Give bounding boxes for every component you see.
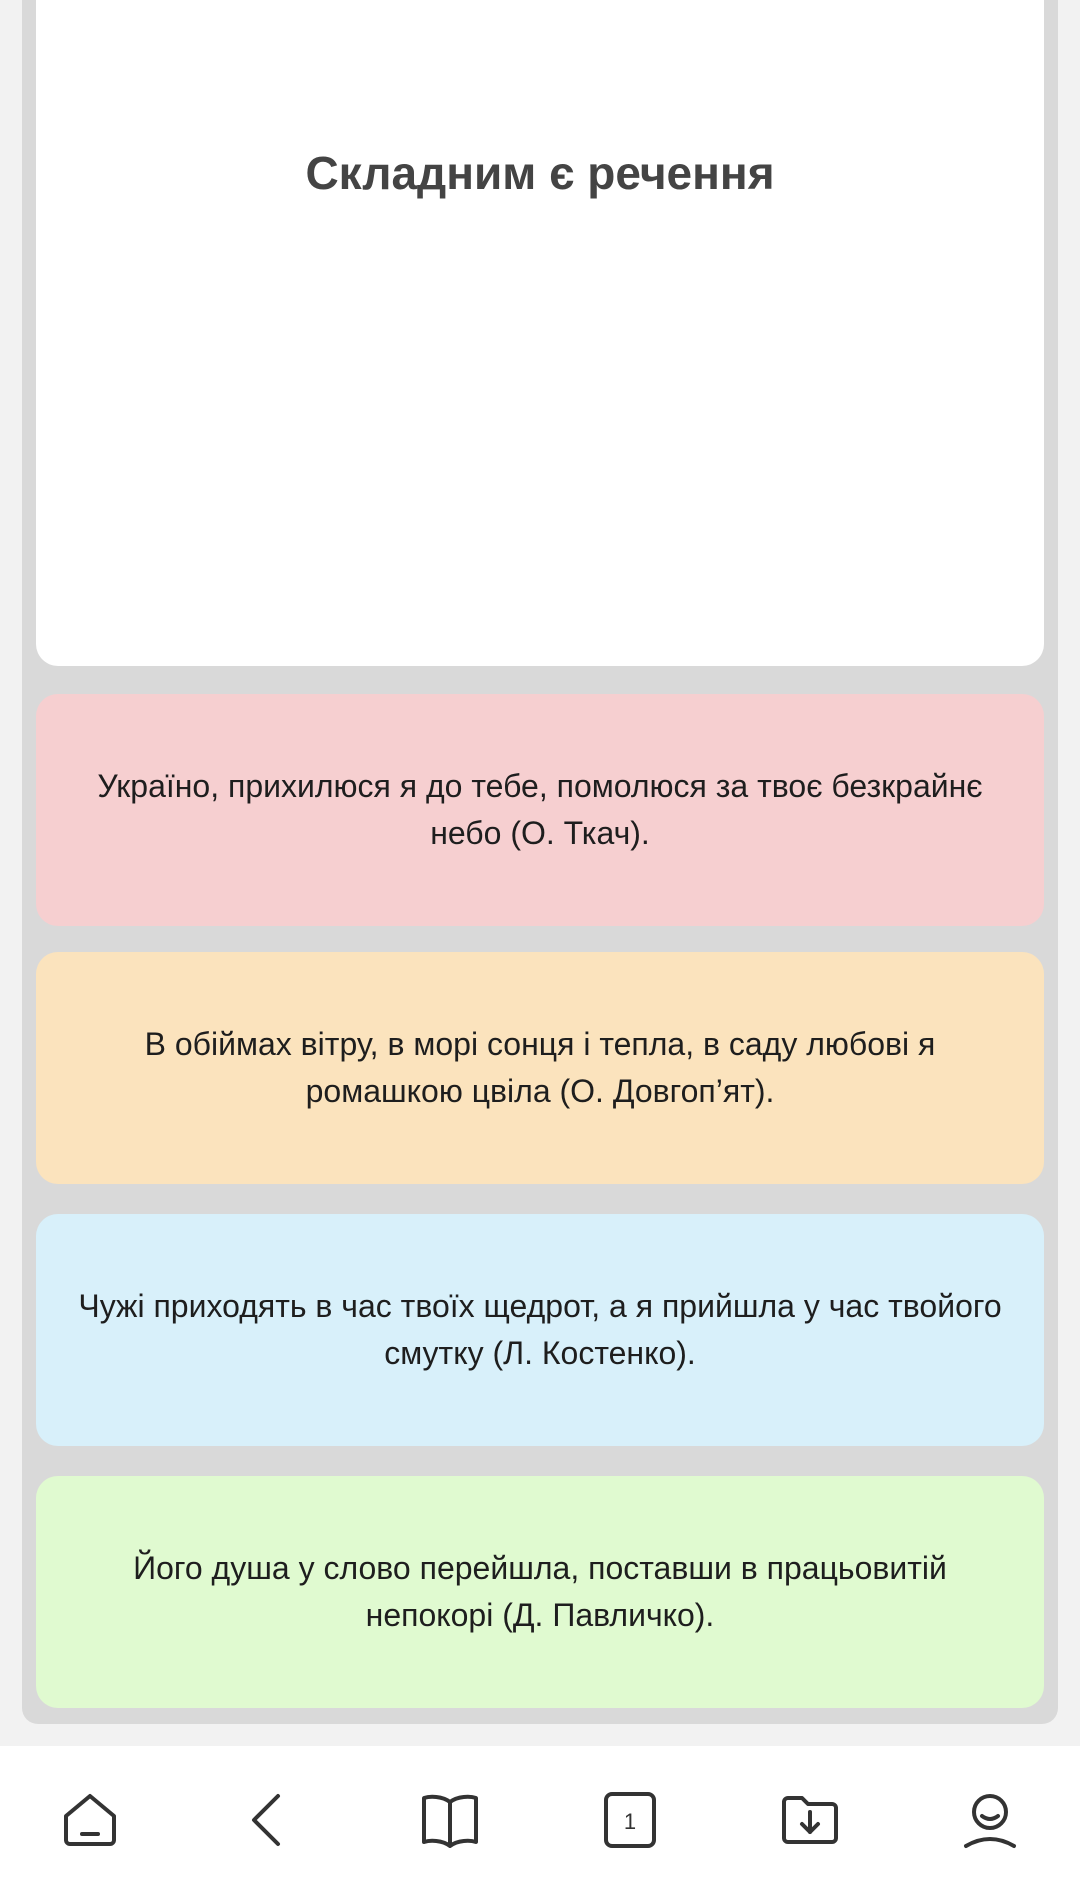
downloads-button[interactable] [765,1775,855,1865]
answer-option-1[interactable]: Україно, прихилюся я до тебе, помолюся за твоє безкрайнє небо (О. Ткач). [36,694,1044,926]
answer-option-4[interactable]: Його душа у слово перейшла, поставши в працьовитій непокорі (Д. Павличко). [36,1476,1044,1708]
home-button[interactable] [45,1775,135,1865]
bottom-navigation-bar [0,1746,1080,1894]
book-icon [418,1788,482,1852]
tabs-icon [598,1788,662,1852]
bookmarks-button[interactable] [405,1775,495,1865]
back-button[interactable] [225,1775,315,1865]
home-icon [58,1788,122,1852]
answer-option-3[interactable]: Чужі приходять в час твоїх щедрот, а я прийшла у час твойого смутку (Л. Костенко). [36,1214,1044,1446]
question-title: Складним є речення [305,147,775,199]
tabs-button[interactable] [585,1775,675,1865]
tab-count: 1 [623,1809,637,1834]
question-card [36,0,1044,666]
profile-button[interactable] [945,1775,1035,1865]
back-icon [238,1788,302,1852]
download-folder-icon [778,1788,842,1852]
profile-icon [958,1788,1022,1852]
answer-option-2[interactable]: В обіймах вітру, в морі сонця і тепла, в саду любові я ромашкою цвіла (О. Довгоп’ят). [36,952,1044,1184]
